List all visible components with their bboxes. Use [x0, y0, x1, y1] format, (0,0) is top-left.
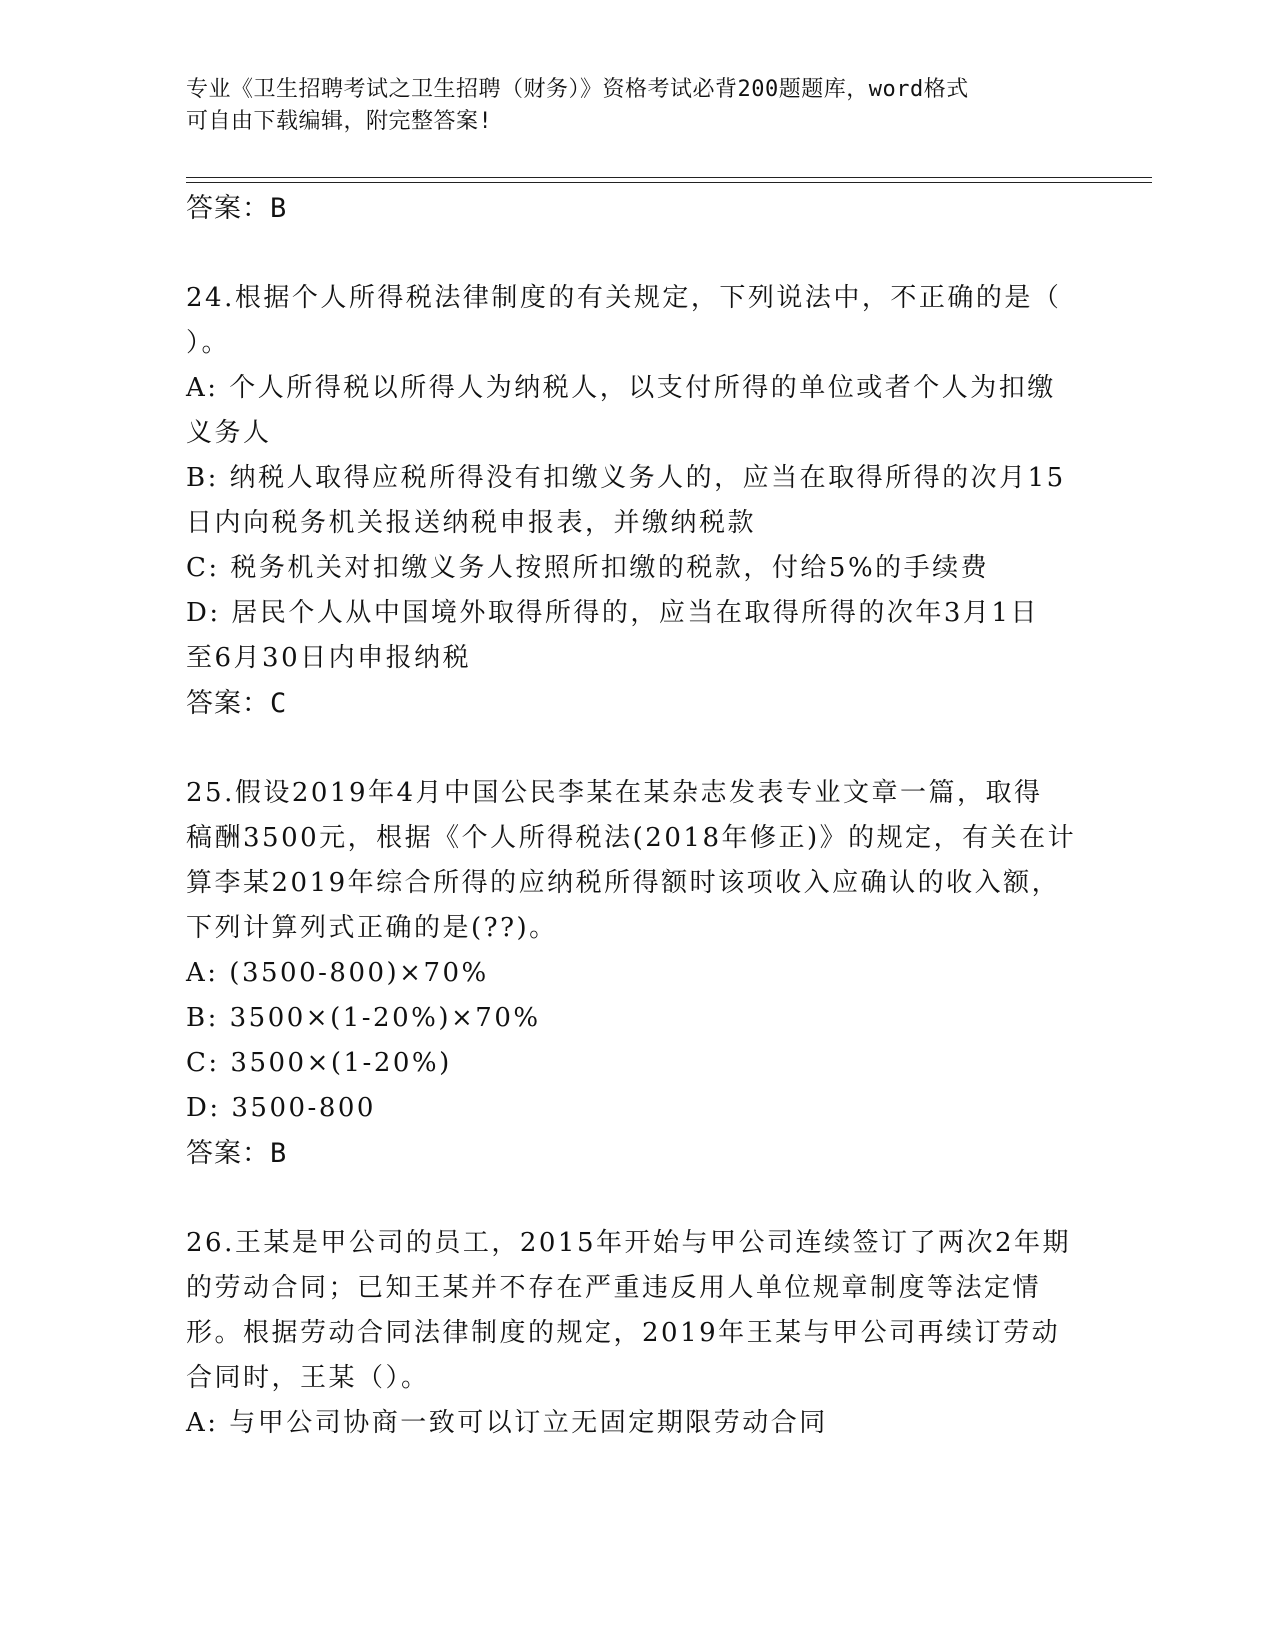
page-header: [186, 74, 1066, 138]
answer-25: 答案：B: [186, 1138, 288, 1169]
document-body: [186, 186, 1086, 1446]
question-stem: 稿酬3500元，根据《个人所得税法(2018年修正)》的规定，有关在计: [186, 823, 1077, 853]
spacer: [186, 1176, 1086, 1221]
spacer: [186, 726, 1086, 771]
question-stem: ）。: [186, 328, 231, 358]
option-c: C: 税务机关对扣缴义务人按照所扣缴的税款，付给5%的手续费: [186, 553, 990, 583]
option-c: C: 3500×(1-20%): [186, 1048, 452, 1078]
header-line-1: 专业《卫生招聘考试之卫生招聘（财务）》资格考试必背200题题库，word格式: [186, 77, 969, 102]
option-b: B: 纳税人取得应税所得没有扣缴义务人的，应当在取得所得的次月15: [186, 463, 1066, 493]
answer-24: 答案：C: [186, 688, 288, 719]
spacer: [186, 231, 1086, 276]
option-d: D: 3500-800: [186, 1093, 376, 1123]
answer-23: 答案：B: [186, 193, 288, 224]
question-24: [186, 276, 1086, 726]
option-a: A: 与甲公司协商一致可以订立无固定期限劳动合同: [186, 1408, 828, 1438]
question-25: [186, 771, 1086, 1176]
option-b: B: 3500×(1-20%)×70%: [186, 1003, 541, 1033]
question-stem: 25.假设2019年4月中国公民李某在某杂志发表专业文章一篇，取得: [186, 778, 1043, 808]
question-stem: 形。根据劳动合同法律制度的规定，2019年王某与甲公司再续订劳动: [186, 1318, 1061, 1348]
header-line-2: 可自由下载编辑，附完整答案!: [186, 109, 493, 134]
option-d: D: 居民个人从中国境外取得所得的，应当在取得所得的次年3月1日: [186, 598, 1039, 628]
question-stem: 26.王某是甲公司的员工，2015年开始与甲公司连续签订了两次2年期: [186, 1228, 1072, 1258]
question-26: [186, 1221, 1086, 1446]
option-b: 日内向税务机关报送纳税申报表，并缴纳税款: [186, 508, 757, 538]
question-stem: 算李某2019年综合所得的应纳税所得额时该项收入应确认的收入额，: [186, 868, 1061, 898]
option-a: A: (3500-800)×70%: [186, 958, 489, 988]
question-stem: 的劳动合同；已知王某并不存在严重违反用人单位规章制度等法定情: [186, 1273, 1042, 1303]
option-a: 义务人: [186, 418, 272, 448]
option-d: 至6月30日内申报纳税: [186, 643, 472, 673]
question-stem: 下列计算列式正确的是(??)。: [186, 913, 558, 943]
header-rule-top: [186, 177, 1152, 178]
question-stem: 24.根据个人所得税法律制度的有关规定，下列说法中，不正确的是（: [186, 283, 1062, 313]
question-stem: 合同时，王某（）。: [186, 1363, 430, 1393]
option-a: A: 个人所得税以所得人为纳税人，以支付所得的单位或者个人为扣缴: [186, 373, 1056, 403]
header-rule-bottom: [186, 182, 1152, 183]
